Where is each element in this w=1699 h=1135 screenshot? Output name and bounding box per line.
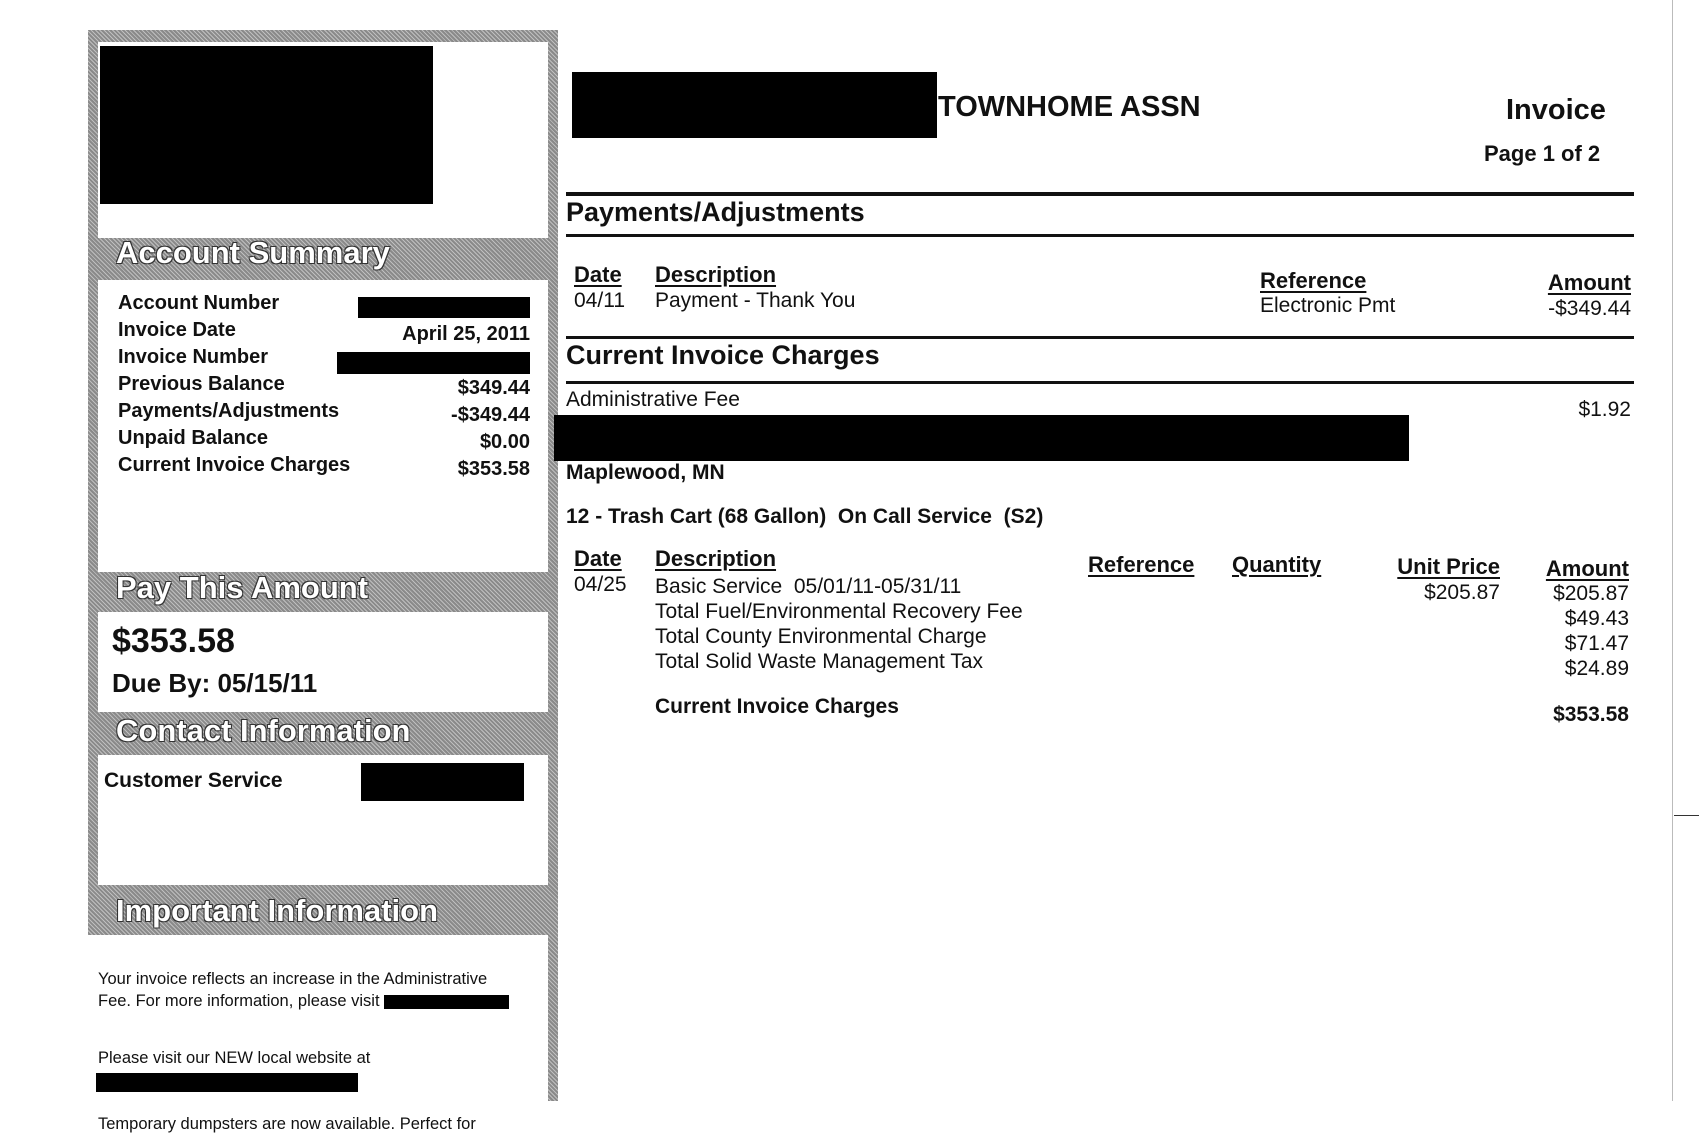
important-panel: [88, 935, 548, 1101]
redacted-account-number: [358, 297, 530, 318]
admin-fee-label: Administrative Fee: [566, 388, 740, 411]
charge-description: Total Solid Waste Management Tax: [655, 650, 984, 673]
payments-col-date: Date: [574, 262, 622, 287]
scan-edge-line: [1672, 0, 1673, 1101]
previous-balance-row: [118, 373, 530, 400]
charge-amount: $24.89: [1564, 657, 1629, 680]
charges-col-description: Description: [655, 546, 777, 571]
due-date: Due By: 05/15/11: [112, 668, 318, 698]
charges-total-amount: $353.58: [1553, 703, 1629, 726]
important-information-title: Important Information: [116, 893, 439, 928]
redacted-customer-name: [572, 72, 937, 138]
important-text-1-body: Your invoice reflects an increase in the Administrative Fee. For more information, please visit: [98, 970, 488, 1010]
contact-information-title: Contact Information: [116, 713, 411, 748]
redacted-service-address: [554, 415, 1409, 461]
charge-amount: $71.47: [1564, 632, 1629, 655]
charges-col-unit-price: Unit Price: [1397, 554, 1500, 579]
previous-balance-value: $349.44: [457, 377, 530, 399]
charges-total-label: Current Invoice Charges: [655, 695, 899, 718]
invoice-number-label: Invoice Number: [118, 346, 269, 368]
divider: [566, 234, 1634, 237]
invoice-sidebar: [88, 30, 558, 1133]
payments-adjustments-row: [118, 400, 530, 427]
account-summary-panel: [98, 280, 548, 572]
payment-reference: Electronic Pmt: [1260, 294, 1396, 317]
payment-description: Payment - Thank You: [655, 289, 856, 312]
service-location: Maplewood, MN: [566, 461, 725, 484]
charge-description: Total Fuel/Environmental Recovery Fee: [655, 600, 1023, 623]
contact-panel: [98, 755, 548, 885]
current-charges-label: Current Invoice Charges: [118, 454, 351, 476]
payments-adjustments-label: Payments/Adjustments: [118, 400, 340, 422]
payments-adjustments-value: -$349.44: [451, 404, 530, 426]
pay-amount: $353.58: [112, 622, 235, 660]
pay-this-amount-title: Pay This Amount: [116, 570, 369, 605]
unpaid-balance-label: Unpaid Balance: [118, 427, 269, 449]
divider: [566, 336, 1634, 339]
current-charges-value: $353.58: [457, 458, 530, 480]
account-number-row: [118, 292, 530, 319]
payment-date: 04/11: [574, 289, 625, 312]
redacted-logo: [100, 46, 433, 204]
logo-panel: [98, 42, 548, 238]
scan-edge-mark: [1674, 815, 1699, 816]
company-name: TOWNHOME ASSN: [938, 91, 1201, 123]
invoice-date-value: April 25, 2011: [402, 323, 530, 345]
account-summary-title: Account Summary: [116, 235, 390, 270]
redacted-phone: [361, 763, 524, 801]
charges-col-quantity: Quantity: [1232, 552, 1322, 577]
divider: [566, 381, 1634, 384]
charge-unit-price: $205.87: [1424, 581, 1500, 604]
current-charges-row: [118, 454, 530, 481]
important-text-3: Temporary dumpsters are now available. Perfect for: [98, 1113, 538, 1135]
payments-adjustments-heading: Payments/Adjustments: [566, 197, 865, 227]
invoice-date-row: [118, 319, 530, 346]
payments-col-amount: Amount: [1547, 270, 1631, 295]
customer-service-label: Customer Service: [104, 769, 283, 792]
charges-col-amount: Amount: [1545, 556, 1629, 581]
page-number: Page 1 of 2: [1484, 141, 1601, 166]
payments-col-description: Description: [655, 262, 777, 287]
charges-col-reference: Reference: [1088, 552, 1195, 577]
unpaid-balance-value: $0.00: [479, 431, 530, 453]
payment-amount: -$349.44: [1548, 297, 1631, 320]
account-number-label: Account Number: [118, 292, 280, 314]
important-text-2: Please visit our NEW local website at: [98, 1049, 371, 1067]
redacted-url-1: [384, 995, 509, 1009]
unpaid-balance-row: [118, 427, 530, 454]
invoice-date-label: Invoice Date: [118, 319, 236, 341]
charges-col-date: Date: [574, 546, 622, 571]
charge-description: Total County Environmental Charge: [655, 625, 987, 648]
admin-fee-amount: $1.92: [1578, 398, 1631, 421]
charge-description: Basic Service 05/01/11-05/31/11: [655, 575, 962, 598]
payments-col-reference: Reference: [1260, 268, 1367, 293]
redacted-invoice-number: [337, 352, 530, 374]
previous-balance-label: Previous Balance: [118, 373, 285, 395]
pay-panel: [98, 612, 548, 712]
invoice-number-row: [118, 346, 530, 373]
redacted-url-2: [96, 1073, 358, 1092]
divider: [566, 192, 1634, 196]
charge-date: 04/25: [574, 573, 627, 596]
current-charges-heading: Current Invoice Charges: [566, 340, 880, 370]
charge-amount: $205.87: [1553, 582, 1629, 605]
charge-amount: $49.43: [1564, 607, 1629, 630]
important-text-1: [98, 968, 518, 1012]
service-line: 12 - Trash Cart (68 Gallon) On Call Service (S2): [566, 505, 1044, 528]
invoice-title: Invoice: [1506, 94, 1606, 126]
